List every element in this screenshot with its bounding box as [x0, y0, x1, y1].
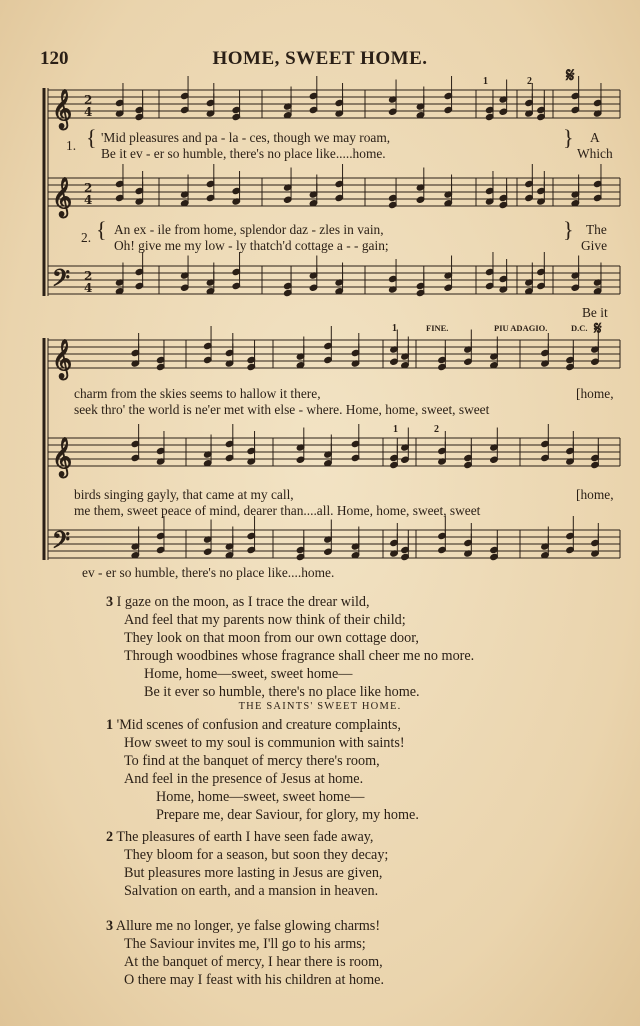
time-signature: 4: [84, 193, 93, 207]
dc-mark: D.C.: [571, 323, 588, 333]
ending-mark-2: 2: [434, 424, 439, 435]
bass-clef-icon: 𝄢: [52, 264, 71, 297]
brace: }: [563, 217, 574, 242]
lyric-line: Oh! give me my low - ly thatch'd cottage a - - gain;: [114, 238, 389, 253]
verse-line: O there may I feast with his children at home.: [124, 972, 385, 988]
verse-number: 3: [106, 918, 114, 934]
verse-line: The Saviour invites me, I'll go to his arms;: [124, 936, 366, 952]
time-signature: 4: [84, 105, 93, 119]
page-number: 120: [40, 48, 69, 69]
verse-line: And feel in the presence of Jesus at home.: [124, 771, 364, 787]
lyric-line-end: [home,: [576, 487, 614, 502]
hymn-subtitle: THE SAINTS' SWEET HOME.: [238, 701, 402, 712]
verse-number: 2.: [81, 230, 92, 245]
verse-line: Salvation on earth, and a mansion in heaven.: [124, 883, 379, 899]
verse-line: 3 Allure me no longer, ye false glowing charms!: [106, 918, 381, 934]
refrain-line: Be it ever so humble, there's no place like home.: [144, 684, 420, 700]
verse-line: At the banquet of mercy, I hear there is room,: [124, 954, 383, 970]
lyric-line-end: The: [586, 222, 607, 237]
segno-icon: 𝄋: [594, 318, 602, 339]
refrain-line: Home, home—sweet, sweet home—: [144, 666, 353, 682]
ending-mark-2: 2: [527, 76, 532, 87]
lyric-line-end: Give: [581, 238, 608, 253]
refrain-line: Prepare me, dear Saviour, for glory, my home.: [156, 807, 419, 823]
time-signature: 2: [84, 181, 93, 195]
tempo-mark: PIU ADAGIO.: [494, 323, 548, 333]
verse-number: 1.: [66, 138, 77, 153]
brace: }: [563, 125, 574, 150]
brace: {: [86, 125, 97, 150]
lyric-bass: Be it: [582, 305, 608, 320]
fine-mark: FINE.: [426, 323, 449, 333]
lyric-line: birds singing gayly, that came at my call,: [74, 487, 294, 502]
treble-clef-icon: 𝄞: [52, 437, 73, 477]
treble-clef-icon: 𝄞: [52, 339, 73, 379]
bass-clef-icon: 𝄢: [52, 526, 71, 559]
verse-number: 1: [106, 717, 114, 733]
treble-clef-icon: 𝄞: [52, 177, 73, 217]
lyric-bass: ev - er so humble, there's no place like....home.: [82, 565, 335, 580]
verse-number: 2: [106, 829, 114, 845]
lyric-line: Be it ev - er so humble, there's no place like.....home.: [101, 146, 386, 161]
verse-line: They bloom for a season, but soon they decay;: [124, 847, 389, 863]
lyric-line: seek thro' the world is ne'er met with else - where. Home, home, sweet, sweet: [74, 402, 490, 417]
lyric-line: charm from the skies seems to hallow it there,: [74, 386, 321, 401]
verse-number: 3: [106, 594, 114, 610]
refrain-line: Home, home—sweet, sweet home—: [156, 789, 365, 805]
verse-line: And feel that my parents now think of their child;: [124, 612, 406, 628]
verse-line: But pleasures more lasting in Jesus are given,: [124, 865, 383, 881]
verse-line: 1 'Mid scenes of confusion and creature complaints,: [106, 717, 401, 733]
time-signature: 2: [84, 269, 93, 283]
segno-icon: 𝄋: [566, 63, 575, 87]
verse-line: How sweet to my soul is communion with saints!: [124, 735, 405, 751]
brace: {: [96, 217, 107, 242]
lyric-line: 'Mid pleasures and pa - la - ces, though we may roam,: [101, 130, 391, 145]
lyric-line-end: [home,: [576, 386, 614, 401]
lyric-line-end: A: [590, 130, 600, 145]
ending-mark-1: 1: [393, 424, 398, 435]
verse-line: Through woodbines whose fragrance shall cheer me no more.: [124, 648, 475, 664]
ending-mark-1: 1: [392, 323, 397, 334]
page-title: HOME, SWEET HOME.: [212, 48, 428, 69]
time-signature: 2: [84, 93, 93, 107]
verse-line: 2 The pleasures of earth I have seen fade away,: [106, 829, 374, 845]
lyric-line-end: Which: [577, 146, 613, 161]
lyric-line: me them, sweet peace of mind, dearer than....all. Home, home, sweet, sweet: [74, 503, 481, 518]
lyric-line: An ex - ile from home, splendor daz - zles in vain,: [114, 222, 384, 237]
time-signature: 4: [84, 281, 93, 295]
verse-line: 3 I gaze on the moon, as I trace the drear wild,: [106, 594, 370, 610]
ending-mark-1: 1: [483, 76, 488, 87]
verse-line: To find at the banquet of mercy there's room,: [124, 753, 380, 769]
treble-clef-icon: 𝄞: [52, 89, 73, 129]
verse-line: They look on that moon from our own cottage door,: [124, 630, 419, 646]
